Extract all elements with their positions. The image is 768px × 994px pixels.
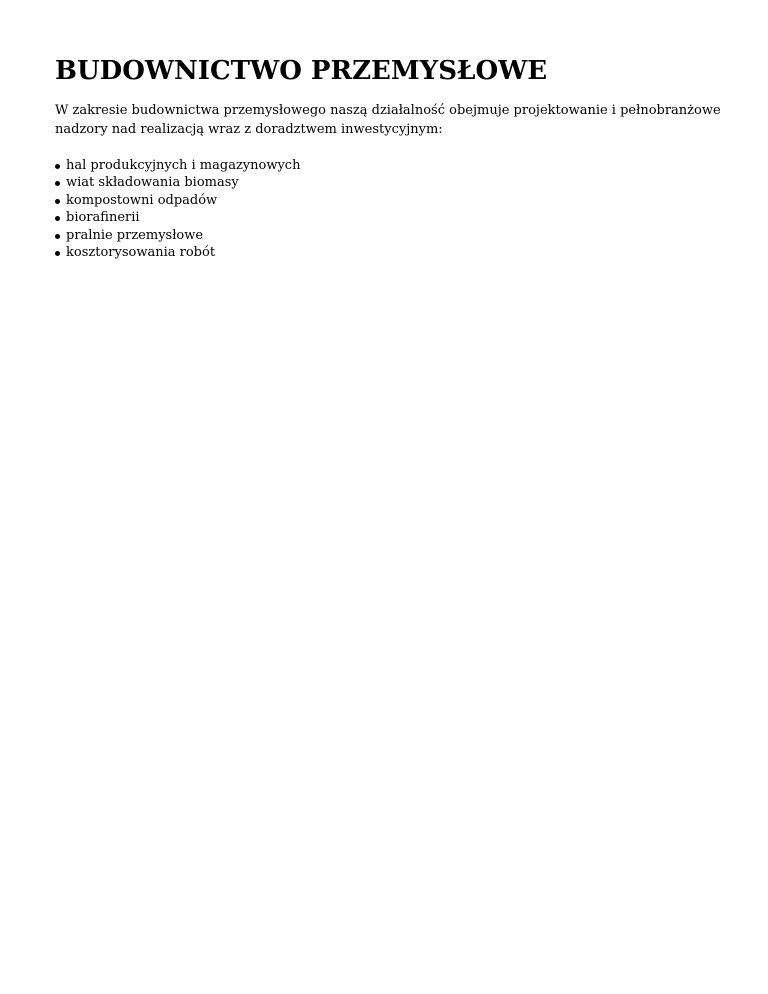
page-title: BUDOWNICTWO PRZEMYSŁOWE — [55, 56, 548, 86]
bullet-icon — [55, 199, 60, 204]
bullet-icon — [55, 216, 60, 221]
list-item — [55, 174, 728, 191]
list-item-text: hal produkcyjnych i magazynowych — [66, 158, 301, 173]
list-item-text: kosztorysowania robót — [66, 245, 216, 261]
list-item — [55, 227, 728, 244]
service-list — [55, 157, 728, 261]
list-item-text: pralnie przemysłowe — [66, 227, 204, 243]
bullet-icon — [55, 181, 60, 186]
bullet-icon — [55, 251, 60, 256]
list-item — [55, 244, 728, 261]
list-item-text: biorafinerii — [66, 210, 140, 226]
list-item — [55, 157, 728, 174]
bullet-icon — [55, 234, 60, 239]
bullet-icon — [55, 164, 60, 169]
list-item — [55, 192, 728, 209]
list-item-text: kompostowni odpadów — [66, 192, 218, 208]
list-item — [55, 209, 728, 226]
intro-paragraph: W zakresie budownictwa przemysłowego naszą działalność obejmuje projektowanie i pełnobranżowe nadzory nad realizacją wraz z doradztwem inwestycyjnym: — [55, 103, 721, 137]
list-item-text: wiat składowania biomasy — [66, 175, 239, 191]
